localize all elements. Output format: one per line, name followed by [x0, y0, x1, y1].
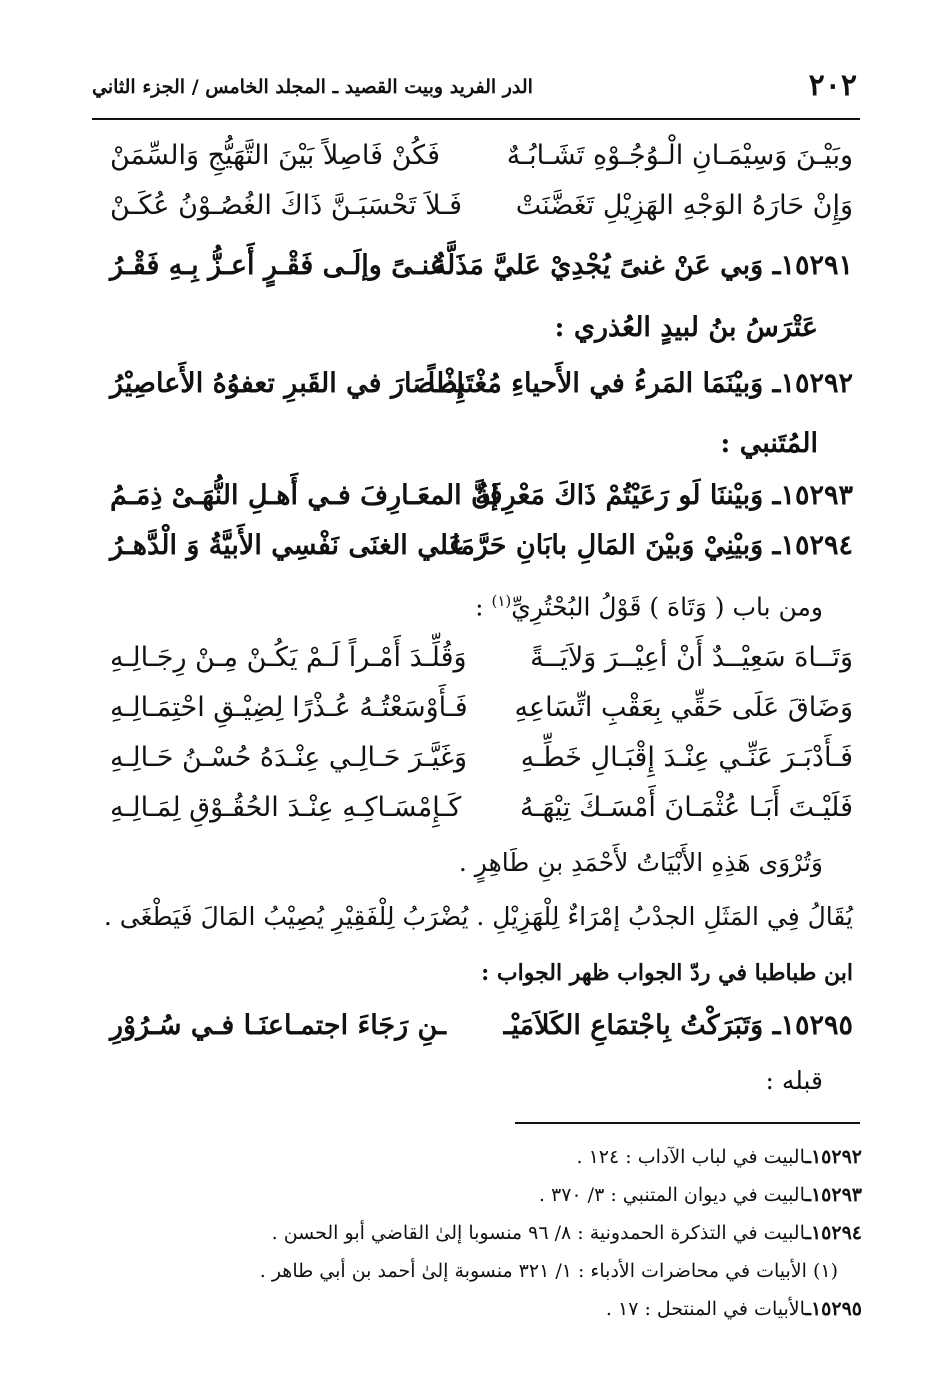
verse-15292-right: ١٥٢٩٢ـ وَبيْنَمَا المَرءُ في الأَحياءِ مُغْتَبطاً [427, 368, 853, 399]
verse-left-hemistich: وَقُلِّـدَ أَمْـراً لَـمْ يَكُـنْ مِـنْ رِجَـالِـهِ [110, 642, 467, 673]
poet-name-mutanabbi: المُتَنبي : [720, 428, 818, 459]
proverb-line: يُقَالُ فِي المَثَلِ الجدْبُ إمْرَاءٌ لِلْهَزِيْلِ . يُضْرَبُ لِلْفَقِيْرِ يُصِيْبُ المَالَ فَيَطْغَى . [103, 902, 853, 931]
section-intro-colon: : [475, 592, 492, 622]
footnote-text: الأبيات في المنتحل : ١٧ . [605, 1298, 806, 1320]
verse-right-hemistich: فَلَيْـتَ أَبَـا عُثْمَـانَ أَمْسَـكَ تِيْهَـهُ [520, 792, 853, 823]
footnote-number: ١٥٢٩٤ـ [805, 1222, 862, 1244]
verse-15295-left [110, 1010, 446, 1041]
verse-15294-left: عَلي الغنَى نَفْسِي الأَبيَّةُ وَ الْدَّهـرُ [110, 530, 465, 561]
verse-left-hemistich: كَـإِمْسَـاكِـهِ عِنْـدَ الحُقُـوْقِ لِمَـالِـهِ [110, 792, 462, 823]
footnote-number: ١٥٢٩٥ـ [805, 1298, 862, 1320]
verse-left-hemistich: فَكُنْ فَاصِلاً بَيْنَ التَّهَيُّجِ وَالسِّمَنْ [110, 140, 440, 171]
verse-15293-right: ١٥٢٩٣ـ وَبيْننَا لَو رَعَيْتُمْ ذَاكَ مَعْرِفَةٌ [475, 480, 853, 511]
footnote [606, 1298, 862, 1320]
verse-15293-left: إنَّ المعَـارِفَ فـي أَهـلِ النُّهَـىْ ذِمَـمُ [110, 480, 499, 511]
verse-15292-left: إِذْ صَارَ في القَبرِ تعفوُهُ الأَعاصِيْرُ [110, 368, 465, 399]
footnote-text: الأبيات في محاضرات الأدباء : ١/ ٣٢١ منسوبة إلىٰ أحمد بن أبي طاهر . [259, 1260, 813, 1282]
header-rule [92, 118, 860, 120]
footnote-number: ١٥٢٩٢ـ [805, 1146, 862, 1168]
footnote-marker: (١) [491, 592, 512, 610]
footnote [539, 1184, 862, 1206]
poet-name-atras: عَتْرَسُ بنُ لبيدٍ العُذري : [554, 312, 818, 343]
verse-left-hemistich: فَـلاَ تَحْسَبَـنَّ ذَاكَ الغُصُـوْنُ عُكَـنْ [110, 190, 463, 221]
page-header [92, 62, 857, 118]
before-it-label: قبله : [765, 1066, 823, 1095]
footnote-text: البيت في لباب الآداب : ١٢٤ . [576, 1146, 806, 1168]
poet-name-ibn-tabataba: ابن طباطبا في ردّ الجواب ظهر الجواب : [481, 960, 853, 986]
footnote [272, 1222, 862, 1244]
page-number: ٢٠٢ [808, 68, 857, 103]
verse-right-hemistich: وَتَــاهَ سَعِيْــدٌ أَنْ أعِيْــرَ وَلاَيَــةً [530, 642, 853, 673]
footnote-text: البيت في التذكرة الحمدونية : ٨/ ٩٦ منسوبا إلىٰ القاضي أبو الحسن . [271, 1222, 806, 1244]
section-intro-buhturi [475, 592, 823, 621]
verse-right-hemistich: وَإِنْ حَارَهُ الوَجْهِ الهَزِيْلِ تَغَضَّنَتْ [515, 190, 853, 221]
footnote [577, 1146, 863, 1168]
running-head: الدر الفريد وبيت القصيد ـ المجلد الخامس / الجزء الثاني [92, 76, 533, 98]
footnote [260, 1260, 838, 1282]
verse-15295-left-text: ـنِ رَجَاءَ اجتمـاعنَـا فـي سُـرُوْرِ [110, 1010, 447, 1041]
section-intro-text: ومن باب ( وَتَاهَ ) قَوْلُ البُحْتُرِيِّ [511, 592, 823, 622]
verse-15294-right: ١٥٢٩٤ـ وَبيْنِيْ وَبيْنَ المَالِ بابَانِ حَرَّمَا [452, 530, 853, 561]
verse-left-hemistich: فَـأَوْسَعْتُـهُ عُـذْرًا لِضِيْـقِ احْتِمَـالِـهِ [110, 692, 468, 723]
footnote-number: (١) [812, 1260, 838, 1282]
verse-right-hemistich: وَضَاقَ عَلَى حَقِّي بِعَقْبِ اتِّسَاعِهِ [514, 692, 853, 723]
verse-15295-right: ١٥٢٩٥ـ وَتَبَرَكْتُ بِاجْتمَاعِ الكَلاَمَيْـ [503, 1010, 853, 1041]
verse-15291-right: ١٥٢٩١ـ وَبي عَنْ غنىً يُجْدِيْ عَليَّ مَذَلَّةٌ [432, 250, 853, 281]
attribution-note: وَتُرْوَى هَذِهِ الأَبْيَاتُ لأَحْمَدِ بنِ طَاهِرٍ . [458, 848, 823, 877]
footnote-rule [515, 1122, 860, 1124]
verse-left-hemistich: وَغَيَّـرَ حَـالِـي عِنْـدَهُ حُسْـنُ حَـالِـهِ [110, 742, 468, 773]
verse-right-hemistich: وبَيْـنَ وَسِيْمَـانِ الْـوُجُـوْهِ تَشَـابُـهٌ [506, 140, 853, 171]
footnote-number: ١٥٢٩٣ـ [805, 1184, 862, 1206]
verse-15291-left: غنـىً وإلَـى فَقْـرٍ أَعـزُّ بِـهِ فَقْـرُ [110, 250, 444, 281]
verse-right-hemistich: فَـأَدْبَـرَ عَنِّـي عِنْـدَ إِقْبَـالِ خَطِّـهِ [520, 742, 853, 773]
footnote-text: البيت في ديوان المتنبي : ٣/ ٣٧٠ . [538, 1184, 806, 1206]
